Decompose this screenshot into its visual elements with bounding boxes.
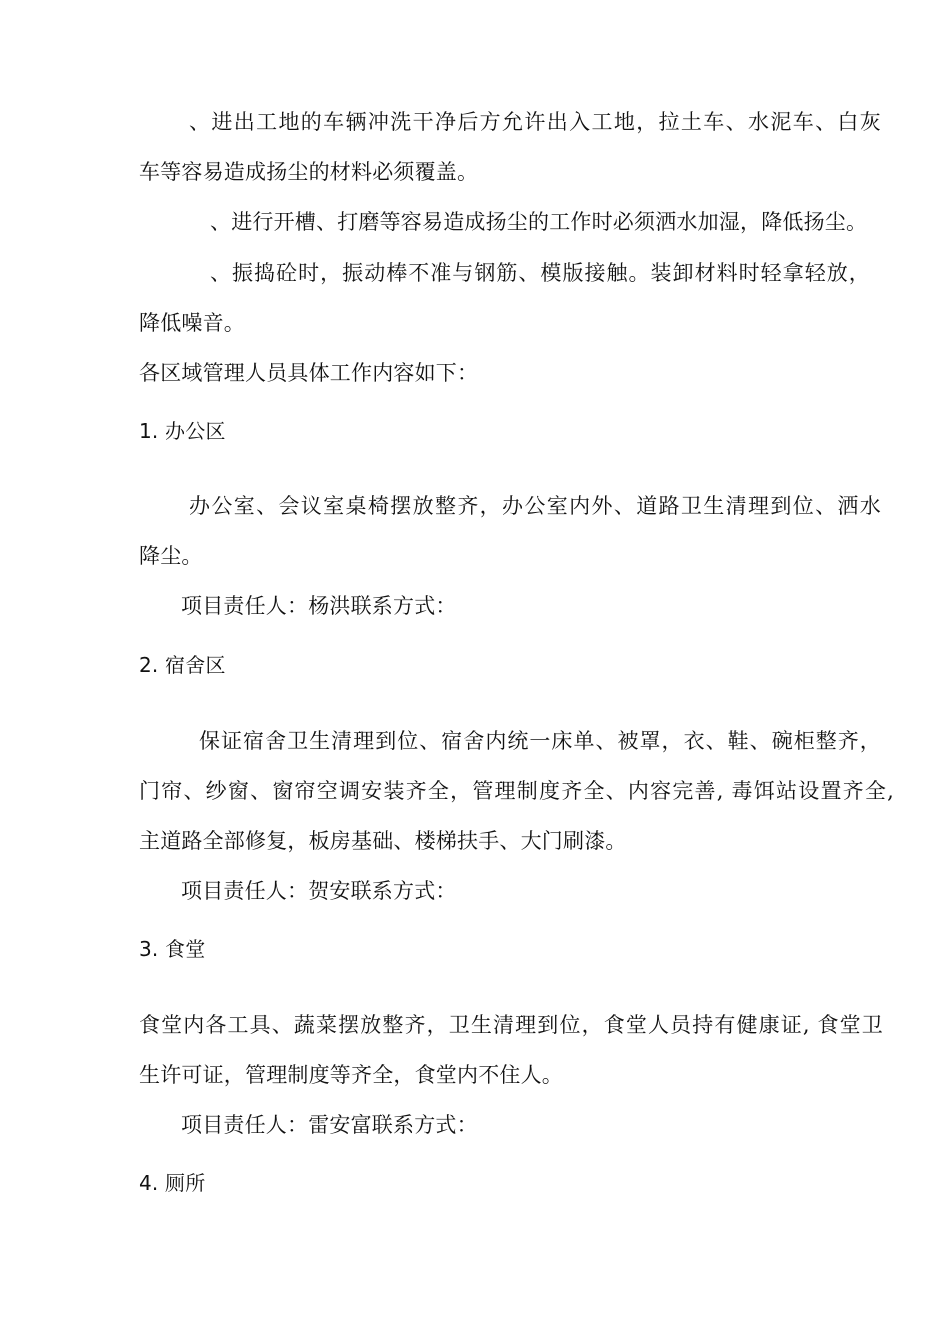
section-heading-toilet: 4. 厕所 <box>139 1171 206 1195</box>
paragraph-watering-line-1: 、进行开槽、打磨等容易造成扬尘的工作时必须洒水加湿，降低扬尘。 <box>210 210 868 234</box>
section-canteen-responsible: 项目责任人：雷安富联系方式： <box>181 1113 478 1137</box>
section-office-responsible: 项目责任人：杨洪联系方式： <box>181 594 457 618</box>
paragraph-vehicle-washing-line-2: 车等容易造成扬尘的材料必须覆盖。 <box>139 160 479 184</box>
section-heading-office: 1. 办公区 <box>139 419 226 443</box>
section-canteen-line-2: 生许可证，管理制度等齐全，食堂内不住人。 <box>139 1063 563 1087</box>
intro-text: 各区域管理人员具体工作内容如下： <box>139 361 479 385</box>
section-dormitory-responsible: 项目责任人：贺安联系方式： <box>181 879 457 903</box>
section-canteen-line-1: 食堂内各工具、蔬菜摆放整齐，卫生清理到位，食堂人员持有健康证, 食堂卫 <box>139 1013 883 1037</box>
paragraph-vehicle-washing-line-1: 、进出工地的车辆冲洗干净后方允许出入工地，拉土车、水泥车、白灰 <box>189 110 881 134</box>
paragraph-vibration-line-2: 降低噪音。 <box>139 311 245 335</box>
section-heading-canteen: 3. 食堂 <box>139 937 206 961</box>
section-dormitory-line-3: 主道路全部修复，板房基础、楼梯扶手、大门刷漆。 <box>139 829 627 853</box>
section-office-line-2: 降尘。 <box>139 544 203 568</box>
section-dormitory-line-1: 保证宿舍卫生清理到位、宿舍内统一床单、被罩，衣、鞋、碗柜整齐， <box>199 729 881 753</box>
section-dormitory-line-2: 门帘、纱窗、窗帘空调安装齐全，管理制度齐全、内容完善, 毒饵站设置齐全, <box>139 779 894 803</box>
paragraph-vibration-line-1: 、振捣砼时，振动棒不准与钢筋、模版接触。装卸材料时轻拿轻放， <box>210 261 870 285</box>
section-heading-dormitory: 2. 宿舍区 <box>139 653 226 677</box>
section-office-line-1: 办公室、会议室桌椅摆放整齐，办公室内外、道路卫生清理到位、洒水 <box>189 494 881 518</box>
